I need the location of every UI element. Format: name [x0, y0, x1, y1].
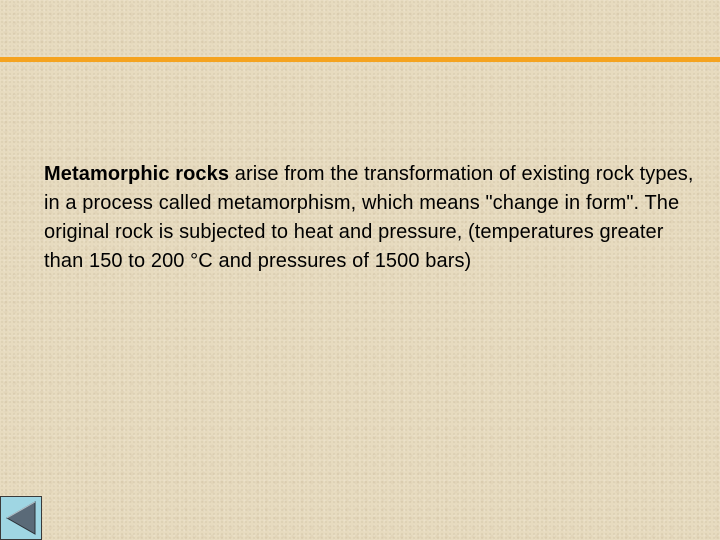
slide-body-text: [44, 160, 694, 276]
top-accent-rule: [0, 57, 720, 62]
slide-description: arise from the transformation of existing rock types, in a process called metamorphism, which means "change in form". The original rock is subjected to heat and pressure, (temperatures greater than 150 to 200 °C and pressures of 1500 bars): [44, 163, 694, 272]
slide-term: Metamorphic rocks: [44, 163, 230, 185]
back-button[interactable]: [0, 496, 42, 540]
triangle-left-icon: [1, 497, 41, 539]
